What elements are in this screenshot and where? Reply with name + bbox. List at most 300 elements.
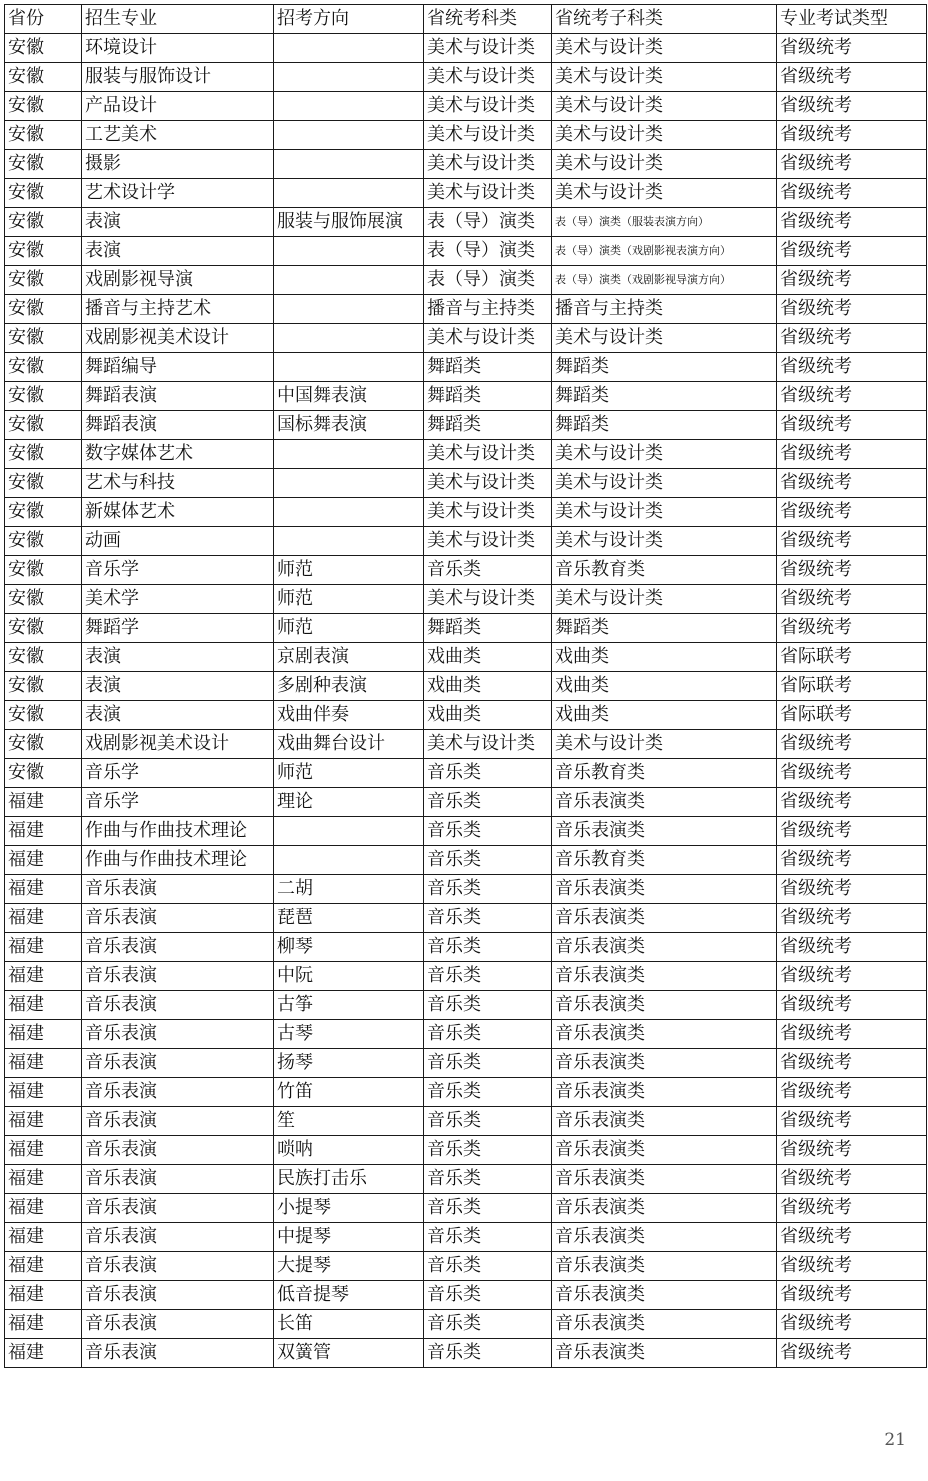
cell-exam-subcategory: 美术与设计类 [552, 34, 777, 63]
cell-major: 舞蹈表演 [82, 382, 274, 411]
table-row [5, 991, 927, 1020]
cell-province: 福建 [5, 1049, 82, 1078]
cell-direction [274, 121, 424, 150]
cell-major: 艺术设计学 [82, 179, 274, 208]
cell-exam-type: 省级统考 [777, 1252, 927, 1281]
cell-exam-category: 音乐类 [424, 1078, 552, 1107]
table-row [5, 1194, 927, 1223]
cell-major: 音乐表演 [82, 1078, 274, 1107]
cell-direction: 小提琴 [274, 1194, 424, 1223]
cell-province: 安徽 [5, 672, 82, 701]
cell-direction: 京剧表演 [274, 643, 424, 672]
cell-direction: 大提琴 [274, 1252, 424, 1281]
cell-major: 音乐表演 [82, 991, 274, 1020]
table-row [5, 614, 927, 643]
cell-major: 音乐表演 [82, 1107, 274, 1136]
cell-direction: 柳琴 [274, 933, 424, 962]
cell-province: 福建 [5, 1078, 82, 1107]
cell-major: 音乐表演 [82, 875, 274, 904]
table-row [5, 353, 927, 382]
cell-province: 安徽 [5, 469, 82, 498]
cell-exam-type: 省级统考 [777, 904, 927, 933]
cell-exam-subcategory: 美术与设计类 [552, 179, 777, 208]
cell-direction: 国标舞表演 [274, 411, 424, 440]
cell-exam-category: 美术与设计类 [424, 121, 552, 150]
cell-direction [274, 846, 424, 875]
table-body [5, 34, 927, 1368]
cell-exam-type: 省级统考 [777, 527, 927, 556]
cell-exam-subcategory: 音乐教育类 [552, 759, 777, 788]
cell-exam-subcategory: 美术与设计类 [552, 469, 777, 498]
cell-exam-type: 省级统考 [777, 1049, 927, 1078]
cell-major: 音乐表演 [82, 962, 274, 991]
table-header [5, 5, 927, 34]
cell-exam-type: 省级统考 [777, 730, 927, 759]
table-row [5, 556, 927, 585]
cell-province: 福建 [5, 788, 82, 817]
cell-exam-subcategory: 戏曲类 [552, 672, 777, 701]
cell-major: 产品设计 [82, 92, 274, 121]
cell-direction: 中提琴 [274, 1223, 424, 1252]
cell-exam-type: 省级统考 [777, 295, 927, 324]
cell-exam-category: 音乐类 [424, 1194, 552, 1223]
cell-exam-category: 音乐类 [424, 933, 552, 962]
table-row [5, 643, 927, 672]
cell-direction [274, 817, 424, 846]
cell-province: 福建 [5, 933, 82, 962]
table-row [5, 846, 927, 875]
cell-exam-type: 省级统考 [777, 1107, 927, 1136]
cell-exam-type: 省级统考 [777, 585, 927, 614]
table-row [5, 1252, 927, 1281]
cell-major: 环境设计 [82, 34, 274, 63]
cell-province: 福建 [5, 817, 82, 846]
cell-exam-type: 省级统考 [777, 34, 927, 63]
table-row [5, 150, 927, 179]
cell-exam-category: 音乐类 [424, 1136, 552, 1165]
cell-major: 戏剧影视美术设计 [82, 324, 274, 353]
cell-exam-subcategory: 戏曲类 [552, 643, 777, 672]
cell-major: 音乐学 [82, 556, 274, 585]
table-row [5, 498, 927, 527]
cell-exam-subcategory: 音乐表演类 [552, 1252, 777, 1281]
cell-exam-subcategory: 音乐表演类 [552, 904, 777, 933]
cell-exam-subcategory: 美术与设计类 [552, 150, 777, 179]
cell-direction: 师范 [274, 759, 424, 788]
cell-direction: 低音提琴 [274, 1281, 424, 1310]
cell-major: 工艺美术 [82, 121, 274, 150]
cell-province: 安徽 [5, 730, 82, 759]
cell-direction [274, 498, 424, 527]
table-row [5, 1339, 927, 1368]
cell-province: 福建 [5, 904, 82, 933]
header-exam-subcategory: 省统考子科类 [552, 5, 777, 34]
cell-major: 音乐表演 [82, 1165, 274, 1194]
cell-province: 安徽 [5, 92, 82, 121]
cell-exam-type: 省级统考 [777, 1339, 927, 1368]
cell-exam-category: 音乐类 [424, 1049, 552, 1078]
cell-exam-category: 表（导）演类 [424, 266, 552, 295]
cell-exam-type: 省级统考 [777, 1078, 927, 1107]
cell-direction: 二胡 [274, 875, 424, 904]
cell-exam-subcategory: 音乐表演类 [552, 1165, 777, 1194]
cell-major: 音乐学 [82, 788, 274, 817]
table-row [5, 1136, 927, 1165]
cell-exam-type: 省级统考 [777, 1194, 927, 1223]
cell-major: 音乐表演 [82, 933, 274, 962]
cell-exam-type: 省级统考 [777, 933, 927, 962]
page-number: 21 [884, 1430, 906, 1450]
cell-exam-type: 省级统考 [777, 92, 927, 121]
table-row [5, 324, 927, 353]
table-row [5, 585, 927, 614]
cell-exam-type: 省级统考 [777, 382, 927, 411]
cell-direction: 笙 [274, 1107, 424, 1136]
cell-province: 福建 [5, 1223, 82, 1252]
cell-exam-category: 美术与设计类 [424, 469, 552, 498]
cell-major: 音乐表演 [82, 1194, 274, 1223]
cell-exam-type: 省级统考 [777, 237, 927, 266]
table-row [5, 788, 927, 817]
cell-exam-category: 音乐类 [424, 1252, 552, 1281]
cell-direction [274, 34, 424, 63]
cell-major: 动画 [82, 527, 274, 556]
cell-exam-subcategory: 音乐教育类 [552, 846, 777, 875]
cell-province: 福建 [5, 875, 82, 904]
table-row [5, 527, 927, 556]
cell-exam-category: 音乐类 [424, 1165, 552, 1194]
cell-exam-type: 省级统考 [777, 759, 927, 788]
cell-exam-category: 音乐类 [424, 1223, 552, 1252]
cell-exam-type: 省级统考 [777, 614, 927, 643]
cell-exam-type: 省级统考 [777, 411, 927, 440]
table-row [5, 1223, 927, 1252]
cell-direction: 服装与服饰展演 [274, 208, 424, 237]
cell-province: 安徽 [5, 353, 82, 382]
cell-exam-subcategory: 播音与主持类 [552, 295, 777, 324]
cell-exam-subcategory: 音乐表演类 [552, 933, 777, 962]
cell-exam-category: 音乐类 [424, 817, 552, 846]
cell-exam-type: 省级统考 [777, 875, 927, 904]
cell-exam-type: 省级统考 [777, 440, 927, 469]
cell-province: 安徽 [5, 63, 82, 92]
cell-major: 音乐学 [82, 759, 274, 788]
cell-exam-type: 省级统考 [777, 324, 927, 353]
cell-exam-category: 音乐类 [424, 759, 552, 788]
cell-exam-subcategory: 美术与设计类 [552, 440, 777, 469]
cell-direction [274, 92, 424, 121]
cell-exam-category: 美术与设计类 [424, 92, 552, 121]
table-row [5, 295, 927, 324]
cell-major: 表演 [82, 701, 274, 730]
cell-province: 安徽 [5, 585, 82, 614]
cell-major: 新媒体艺术 [82, 498, 274, 527]
cell-major: 舞蹈编导 [82, 353, 274, 382]
cell-province: 安徽 [5, 208, 82, 237]
cell-major: 音乐表演 [82, 1252, 274, 1281]
cell-exam-subcategory: 美术与设计类 [552, 324, 777, 353]
admissions-table [4, 4, 927, 1368]
cell-province: 安徽 [5, 34, 82, 63]
table-row [5, 730, 927, 759]
cell-direction: 理论 [274, 788, 424, 817]
cell-major: 戏剧影视美术设计 [82, 730, 274, 759]
cell-province: 福建 [5, 1194, 82, 1223]
cell-major: 音乐表演 [82, 1049, 274, 1078]
table-row [5, 875, 927, 904]
cell-direction [274, 237, 424, 266]
cell-province: 安徽 [5, 643, 82, 672]
cell-exam-subcategory: 美术与设计类 [552, 585, 777, 614]
cell-major: 舞蹈学 [82, 614, 274, 643]
cell-direction: 长笛 [274, 1310, 424, 1339]
cell-exam-subcategory: 舞蹈类 [552, 614, 777, 643]
cell-exam-category: 美术与设计类 [424, 730, 552, 759]
cell-exam-category: 美术与设计类 [424, 179, 552, 208]
cell-province: 福建 [5, 1339, 82, 1368]
cell-province: 安徽 [5, 411, 82, 440]
cell-direction: 竹笛 [274, 1078, 424, 1107]
cell-exam-subcategory: 音乐表演类 [552, 1310, 777, 1339]
cell-exam-category: 音乐类 [424, 962, 552, 991]
cell-exam-subcategory: 美术与设计类 [552, 730, 777, 759]
cell-direction [274, 440, 424, 469]
cell-exam-category: 美术与设计类 [424, 498, 552, 527]
header-province: 省份 [5, 5, 82, 34]
cell-direction: 琵琶 [274, 904, 424, 933]
header-exam-type: 专业考试类型 [777, 5, 927, 34]
table-row [5, 469, 927, 498]
table-row [5, 701, 927, 730]
cell-major: 表演 [82, 208, 274, 237]
table-row [5, 817, 927, 846]
cell-exam-subcategory: 音乐表演类 [552, 1281, 777, 1310]
cell-major: 服装与服饰设计 [82, 63, 274, 92]
cell-exam-type: 省级统考 [777, 469, 927, 498]
cell-exam-category: 音乐类 [424, 875, 552, 904]
cell-major: 戏剧影视导演 [82, 266, 274, 295]
cell-major: 摄影 [82, 150, 274, 179]
cell-exam-category: 音乐类 [424, 846, 552, 875]
table-row [5, 179, 927, 208]
cell-province: 安徽 [5, 121, 82, 150]
cell-exam-category: 音乐类 [424, 788, 552, 817]
cell-exam-type: 省级统考 [777, 962, 927, 991]
table-row [5, 237, 927, 266]
cell-exam-subcategory: 音乐表演类 [552, 875, 777, 904]
cell-exam-type: 省级统考 [777, 1281, 927, 1310]
cell-exam-type: 省级统考 [777, 63, 927, 92]
cell-exam-category: 音乐类 [424, 991, 552, 1020]
cell-direction: 古筝 [274, 991, 424, 1020]
cell-exam-type: 省级统考 [777, 556, 927, 585]
cell-province: 安徽 [5, 759, 82, 788]
cell-major: 音乐表演 [82, 1020, 274, 1049]
cell-direction [274, 63, 424, 92]
cell-province: 福建 [5, 1107, 82, 1136]
cell-province: 安徽 [5, 324, 82, 353]
cell-exam-type: 省级统考 [777, 1223, 927, 1252]
cell-exam-category: 戏曲类 [424, 701, 552, 730]
cell-exam-type: 省级统考 [777, 991, 927, 1020]
table-row [5, 121, 927, 150]
cell-province: 福建 [5, 846, 82, 875]
cell-exam-subcategory: 音乐表演类 [552, 991, 777, 1020]
cell-exam-subcategory: 音乐教育类 [552, 556, 777, 585]
cell-major: 作曲与作曲技术理论 [82, 817, 274, 846]
table-row [5, 1310, 927, 1339]
cell-exam-type: 省级统考 [777, 1310, 927, 1339]
cell-exam-subcategory: 音乐表演类 [552, 1107, 777, 1136]
cell-exam-category: 表（导）演类 [424, 208, 552, 237]
cell-direction [274, 295, 424, 324]
cell-exam-category: 美术与设计类 [424, 527, 552, 556]
cell-exam-category: 戏曲类 [424, 672, 552, 701]
table-row [5, 1107, 927, 1136]
header-row [5, 5, 927, 34]
cell-major: 舞蹈表演 [82, 411, 274, 440]
cell-exam-subcategory: 音乐表演类 [552, 962, 777, 991]
cell-province: 安徽 [5, 150, 82, 179]
cell-major: 数字媒体艺术 [82, 440, 274, 469]
cell-direction: 唢呐 [274, 1136, 424, 1165]
cell-direction [274, 266, 424, 295]
cell-exam-subcategory: 美术与设计类 [552, 527, 777, 556]
cell-province: 安徽 [5, 614, 82, 643]
table-row [5, 962, 927, 991]
cell-exam-subcategory: 音乐表演类 [552, 1020, 777, 1049]
cell-exam-subcategory: 舞蹈类 [552, 353, 777, 382]
cell-direction [274, 179, 424, 208]
cell-exam-subcategory: 音乐表演类 [552, 788, 777, 817]
cell-exam-type: 省级统考 [777, 208, 927, 237]
header-exam-category: 省统考科类 [424, 5, 552, 34]
cell-direction [274, 150, 424, 179]
cell-major: 表演 [82, 237, 274, 266]
table-row [5, 672, 927, 701]
cell-exam-type: 省级统考 [777, 179, 927, 208]
cell-exam-subcategory: 美术与设计类 [552, 63, 777, 92]
cell-exam-subcategory: 舞蹈类 [552, 382, 777, 411]
cell-province: 安徽 [5, 237, 82, 266]
cell-direction [274, 324, 424, 353]
cell-exam-type: 省级统考 [777, 266, 927, 295]
cell-direction: 中阮 [274, 962, 424, 991]
cell-exam-category: 舞蹈类 [424, 614, 552, 643]
table-row [5, 34, 927, 63]
cell-province: 福建 [5, 1252, 82, 1281]
table-row [5, 411, 927, 440]
table-row [5, 382, 927, 411]
table-row [5, 208, 927, 237]
cell-province: 福建 [5, 1310, 82, 1339]
cell-exam-category: 音乐类 [424, 1281, 552, 1310]
cell-major: 作曲与作曲技术理论 [82, 846, 274, 875]
cell-direction: 民族打击乐 [274, 1165, 424, 1194]
cell-exam-type: 省级统考 [777, 788, 927, 817]
cell-exam-category: 舞蹈类 [424, 382, 552, 411]
cell-province: 福建 [5, 1281, 82, 1310]
cell-exam-category: 表（导）演类 [424, 237, 552, 266]
cell-exam-subcategory: 音乐表演类 [552, 1339, 777, 1368]
cell-major: 音乐表演 [82, 1223, 274, 1252]
cell-major: 表演 [82, 643, 274, 672]
table-row [5, 63, 927, 92]
cell-exam-subcategory: 表（导）演类（戏剧影视表演方向） [552, 237, 777, 266]
table-row [5, 440, 927, 469]
cell-exam-type: 省级统考 [777, 498, 927, 527]
cell-exam-category: 播音与主持类 [424, 295, 552, 324]
cell-exam-subcategory: 音乐表演类 [552, 1078, 777, 1107]
cell-exam-category: 美术与设计类 [424, 324, 552, 353]
cell-direction [274, 527, 424, 556]
cell-province: 安徽 [5, 179, 82, 208]
cell-direction: 师范 [274, 585, 424, 614]
cell-exam-category: 美术与设计类 [424, 34, 552, 63]
cell-exam-category: 美术与设计类 [424, 150, 552, 179]
cell-province: 安徽 [5, 440, 82, 469]
table-row [5, 1049, 927, 1078]
cell-exam-category: 美术与设计类 [424, 440, 552, 469]
cell-exam-subcategory: 舞蹈类 [552, 411, 777, 440]
cell-exam-subcategory: 美术与设计类 [552, 121, 777, 150]
cell-exam-category: 舞蹈类 [424, 411, 552, 440]
cell-exam-category: 戏曲类 [424, 643, 552, 672]
cell-province: 安徽 [5, 556, 82, 585]
cell-direction: 师范 [274, 556, 424, 585]
cell-direction [274, 353, 424, 382]
cell-major: 音乐表演 [82, 1310, 274, 1339]
cell-major: 播音与主持艺术 [82, 295, 274, 324]
cell-province: 福建 [5, 1136, 82, 1165]
cell-exam-category: 音乐类 [424, 1107, 552, 1136]
cell-exam-category: 音乐类 [424, 556, 552, 585]
table-row [5, 92, 927, 121]
cell-exam-category: 美术与设计类 [424, 63, 552, 92]
table-row [5, 759, 927, 788]
table-row [5, 1281, 927, 1310]
cell-exam-subcategory: 音乐表演类 [552, 1194, 777, 1223]
cell-direction: 古琴 [274, 1020, 424, 1049]
cell-exam-subcategory: 音乐表演类 [552, 1049, 777, 1078]
cell-major: 音乐表演 [82, 1136, 274, 1165]
cell-exam-subcategory: 美术与设计类 [552, 92, 777, 121]
cell-exam-category: 舞蹈类 [424, 353, 552, 382]
cell-major: 表演 [82, 672, 274, 701]
header-direction: 招考方向 [274, 5, 424, 34]
cell-exam-type: 省级统考 [777, 1136, 927, 1165]
cell-exam-category: 音乐类 [424, 1339, 552, 1368]
cell-direction: 戏曲舞台设计 [274, 730, 424, 759]
cell-province: 安徽 [5, 527, 82, 556]
cell-direction: 中国舞表演 [274, 382, 424, 411]
cell-province: 福建 [5, 1165, 82, 1194]
cell-exam-type: 省级统考 [777, 817, 927, 846]
table-row [5, 1078, 927, 1107]
cell-major: 艺术与科技 [82, 469, 274, 498]
table-row [5, 1165, 927, 1194]
cell-major: 音乐表演 [82, 1339, 274, 1368]
cell-province: 福建 [5, 991, 82, 1020]
cell-exam-subcategory: 音乐表演类 [552, 1136, 777, 1165]
cell-exam-type: 省际联考 [777, 643, 927, 672]
cell-major: 音乐表演 [82, 904, 274, 933]
cell-direction: 双簧管 [274, 1339, 424, 1368]
cell-exam-category: 音乐类 [424, 1020, 552, 1049]
cell-province: 福建 [5, 1020, 82, 1049]
cell-exam-subcategory: 表（导）演类（戏剧影视导演方向） [552, 266, 777, 295]
cell-direction: 多剧种表演 [274, 672, 424, 701]
